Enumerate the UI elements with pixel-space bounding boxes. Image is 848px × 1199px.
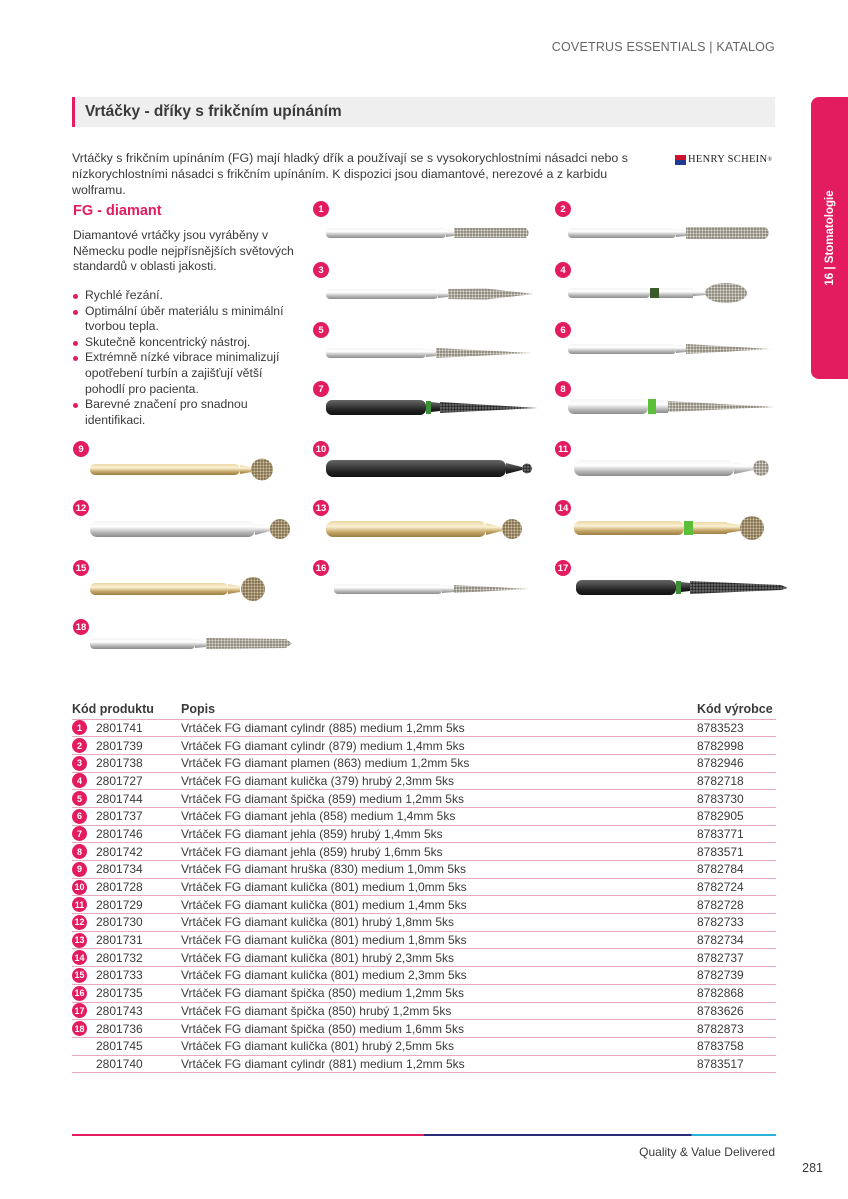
feature-item: Optimální úběr materiálu s minimální tvorbou tepla.	[73, 304, 303, 335]
product-code: 2801728	[96, 880, 143, 895]
bur-image-ball-801-1-8-coarse	[90, 516, 295, 542]
table-row	[72, 1002, 776, 1020]
table-row	[72, 967, 776, 985]
table-row	[72, 737, 776, 755]
figure-number-badge: 17	[555, 560, 571, 576]
product-code: 2801735	[96, 986, 143, 1001]
intro-paragraph: Vrtáčky s frikčním upínáním (FG) mají hladký dřík a používají se s vysokorychlostními násadci nebo s nízkorychlostními násadci s frikčním upínáním. K dispozici jsou diamantové, nerezové a z karbidu wolframu.	[72, 151, 628, 197]
manufacturer-code: 8782946	[697, 754, 776, 772]
table-row	[72, 807, 776, 825]
manufacturer-code: 8783626	[697, 1002, 776, 1020]
page-number: 281	[802, 1161, 823, 1175]
manufacturer-code: 8783517	[697, 1055, 776, 1073]
product-code: 2801730	[96, 915, 143, 930]
figure-number-badge: 2	[555, 201, 571, 217]
manufacturer-code: 8782718	[697, 772, 776, 790]
product-code: 2801745	[96, 1039, 143, 1054]
manufacturer-code: 8782733	[697, 914, 776, 932]
product-code-cell	[72, 878, 181, 896]
section-title-bar	[72, 97, 775, 127]
product-description: Vrtáček FG diamant plamen (863) medium 1,2mm 5ks	[181, 754, 697, 772]
row-number-badge: 15	[72, 968, 87, 983]
figure-number-badge: 12	[73, 500, 89, 516]
manufacturer-code: 8782873	[697, 1020, 776, 1038]
product-code-cell	[72, 1020, 181, 1038]
product-description: Vrtáček FG diamant kulička (801) hrubý 1,8mm 5ks	[181, 914, 697, 932]
product-code-cell	[72, 949, 181, 967]
product-description: Vrtáček FG diamant cylindr (885) medium 1,2mm 5ks	[181, 719, 697, 737]
bur-image-point-850-black	[576, 578, 791, 598]
product-description: Vrtáček FG diamant špička (850) hrubý 1,2mm 5ks	[181, 1002, 697, 1020]
row-number-badge: 17	[72, 1003, 87, 1018]
header-product-code: Kód produktu	[72, 701, 181, 719]
manufacturer-code: 8782724	[697, 878, 776, 896]
catalog-header: COVETRUS ESSENTIALS | KATALOG	[551, 40, 775, 54]
product-code: 2801740	[96, 1056, 143, 1071]
manufacturer-code: 8783730	[697, 790, 776, 808]
manufacturer-code: 8783758	[697, 1037, 776, 1055]
product-code: 2801739	[96, 738, 143, 753]
figure-number-badge: 13	[313, 500, 329, 516]
product-code: 2801734	[96, 862, 143, 877]
manufacturer-code: 8783523	[697, 719, 776, 737]
figure-number-badge: 11	[555, 441, 571, 457]
footer-tagline: Quality & Value Delivered	[639, 1145, 775, 1159]
product-description: Vrtáček FG diamant hruška (830) medium 1,0mm 5ks	[181, 861, 697, 879]
row-number-badge: 3	[72, 756, 87, 771]
bur-image-point-850-1-6	[90, 635, 295, 653]
product-code-cell	[72, 772, 181, 790]
product-code: 2801737	[96, 809, 143, 824]
table-row	[72, 896, 776, 914]
figure-number-badge: 6	[555, 322, 571, 338]
footer-divider	[72, 1134, 776, 1136]
product-code: 2801746	[96, 826, 143, 841]
row-number-badge: 4	[72, 773, 87, 788]
feature-item: Barevné značení pro snadnou identifikaci.	[73, 397, 303, 428]
bur-image-flame-863	[326, 286, 536, 302]
product-code-cell	[72, 737, 181, 755]
product-code: 2801729	[96, 897, 143, 912]
table-row	[72, 754, 776, 772]
bur-image-pear-830	[90, 457, 280, 481]
product-description: Vrtáček FG diamant špička (859) medium 1,2mm 5ks	[181, 790, 697, 808]
fg-diamond-title: FG - diamant	[73, 203, 162, 219]
chapter-tab-label: 16 | Stomatologie	[823, 190, 836, 286]
row-number-badge: 18	[72, 1021, 87, 1036]
table-row	[72, 949, 776, 967]
manufacturer-code: 8782998	[697, 737, 776, 755]
table-row	[72, 931, 776, 949]
bur-image-cylinder-879	[568, 225, 773, 241]
figure-number-badge: 14	[555, 500, 571, 516]
product-description: Vrtáček FG diamant jehla (858) medium 1,4mm 5ks	[181, 807, 697, 825]
header-description: Popis	[181, 701, 697, 719]
section-title: Vrtáčky - dříky s frikčním upínáním	[85, 103, 342, 120]
row-number-badge: 1	[72, 720, 87, 735]
figure-number-badge: 3	[313, 262, 329, 278]
product-description: Vrtáček FG diamant kulička (801) hrubý 2,3mm 5ks	[181, 949, 697, 967]
feature-item: Extrémně nízké vibrace minimalizují opotřebení turbín a zajišťují větší pohodlí pro pacienta.	[73, 350, 303, 397]
table-row	[72, 1037, 776, 1055]
row-number-badge	[72, 1056, 87, 1071]
product-description: Vrtáček FG diamant špička (850) medium 1,2mm 5ks	[181, 984, 697, 1002]
table-row	[72, 1020, 776, 1038]
feature-list	[73, 288, 303, 428]
product-table-body	[72, 719, 776, 1073]
product-code-cell	[72, 931, 181, 949]
product-code-cell	[72, 861, 181, 879]
product-description: Vrtáček FG diamant kulička (801) medium 1,0mm 5ks	[181, 878, 697, 896]
product-code: 2801731	[96, 933, 143, 948]
row-number-badge: 7	[72, 826, 87, 841]
product-description: Vrtáček FG diamant jehla (859) hrubý 1,6mm 5ks	[181, 843, 697, 861]
product-code: 2801736	[96, 1021, 143, 1036]
row-number-badge	[72, 1039, 87, 1054]
table-header-row	[72, 701, 776, 719]
table-row	[72, 984, 776, 1002]
product-table	[72, 701, 776, 1073]
figure-number-badge: 16	[313, 560, 329, 576]
product-description: Vrtáček FG diamant jehla (859) hrubý 1,4mm 5ks	[181, 825, 697, 843]
product-code-cell	[72, 754, 181, 772]
product-code-cell	[72, 790, 181, 808]
bur-image-point-859	[326, 345, 536, 361]
bur-image-ball-801-1-8-medium	[326, 516, 531, 542]
bur-image-cylinder-885	[326, 225, 531, 241]
table-row	[72, 825, 776, 843]
bur-image-ball-801-black	[326, 457, 541, 481]
product-code-cell	[72, 1055, 181, 1073]
product-code: 2801741	[96, 720, 143, 735]
product-code-cell	[72, 984, 181, 1002]
logo-registered-mark: ®	[767, 156, 773, 163]
figure-number-badge: 15	[73, 560, 89, 576]
figure-number-badge: 7	[313, 381, 329, 397]
manufacturer-code: 8782734	[697, 931, 776, 949]
figure-number-badge: 1	[313, 201, 329, 217]
product-code: 2801743	[96, 1003, 143, 1018]
product-code: 2801733	[96, 968, 143, 983]
bur-image-ball-801-2-3-coarse	[574, 514, 774, 542]
row-number-badge: 8	[72, 844, 87, 859]
figure-number-badge: 18	[73, 619, 89, 635]
bur-image-egg-379	[568, 282, 753, 304]
bur-image-ball-801-2-3-medium	[90, 575, 275, 603]
table-row	[72, 878, 776, 896]
manufacturer-code: 8782728	[697, 896, 776, 914]
fg-diamond-lead: Diamantové vrtáčky jsou vyráběny v Německu podle nejpřísnějších světových standardů v oblasti jakosti.	[73, 228, 294, 273]
product-code-cell	[72, 1037, 181, 1055]
manufacturer-code: 8782905	[697, 807, 776, 825]
row-number-badge: 14	[72, 950, 87, 965]
row-number-badge: 2	[72, 738, 87, 753]
manufacturer-code: 8782784	[697, 861, 776, 879]
product-code-cell	[72, 967, 181, 985]
product-description: Vrtáček FG diamant kulička (379) hrubý 2,3mm 5ks	[181, 772, 697, 790]
manufacturer-code: 8782737	[697, 949, 776, 967]
feature-item: Skutečně koncentrický nástroj.	[73, 335, 303, 351]
henry-schein-logo	[675, 154, 772, 165]
row-number-badge: 6	[72, 809, 87, 824]
bur-image-needle-859-green	[568, 397, 778, 417]
figure-number-badge: 10	[313, 441, 329, 457]
bur-image-ball-801-1-4	[574, 455, 774, 481]
manufacturer-code: 8782739	[697, 967, 776, 985]
table-row	[72, 861, 776, 879]
header-manufacturer-code: Kód výrobce	[697, 701, 776, 719]
product-code: 2801738	[96, 756, 143, 771]
row-number-badge: 11	[72, 897, 87, 912]
table-row	[72, 790, 776, 808]
chapter-tab	[811, 97, 848, 379]
table-row	[72, 1055, 776, 1073]
table-row	[72, 772, 776, 790]
logo-text: HENRY SCHEIN	[688, 154, 768, 165]
product-description: Vrtáček FG diamant cylindr (879) medium 1,4mm 5ks	[181, 737, 697, 755]
product-code-cell	[72, 719, 181, 737]
logo-mark-icon	[675, 155, 686, 165]
bur-image-point-850-medium	[334, 581, 534, 597]
product-code: 2801742	[96, 844, 143, 859]
product-description: Vrtáček FG diamant špička (850) medium 1,6mm 5ks	[181, 1020, 697, 1038]
manufacturer-code: 8783771	[697, 825, 776, 843]
figure-number-badge: 9	[73, 441, 89, 457]
product-description: Vrtáček FG diamant kulička (801) hrubý 2,5mm 5ks	[181, 1037, 697, 1055]
figure-number-badge: 4	[555, 262, 571, 278]
figure-number-badge: 8	[555, 381, 571, 397]
manufacturer-code: 8782868	[697, 984, 776, 1002]
product-code-cell	[72, 914, 181, 932]
product-code: 2801727	[96, 773, 143, 788]
row-number-badge: 10	[72, 880, 87, 895]
row-number-badge: 16	[72, 986, 87, 1001]
product-code-cell	[72, 1002, 181, 1020]
table-row	[72, 843, 776, 861]
row-number-badge: 9	[72, 862, 87, 877]
product-code: 2801732	[96, 950, 143, 965]
manufacturer-code: 8783571	[697, 843, 776, 861]
product-code: 2801744	[96, 791, 143, 806]
row-number-badge: 13	[72, 933, 87, 948]
product-description: Vrtáček FG diamant cylindr (881) medium 1,2mm 5ks	[181, 1055, 697, 1073]
table-row	[72, 914, 776, 932]
product-description: Vrtáček FG diamant kulička (801) medium 1,4mm 5ks	[181, 896, 697, 914]
product-description: Vrtáček FG diamant kulička (801) medium 1,8mm 5ks	[181, 931, 697, 949]
bur-image-needle-858	[568, 341, 773, 357]
product-code-cell	[72, 843, 181, 861]
feature-item: Rychlé řezání.	[73, 288, 303, 304]
figure-number-badge: 5	[313, 322, 329, 338]
row-number-badge: 12	[72, 915, 87, 930]
product-code-cell	[72, 825, 181, 843]
product-code-cell	[72, 896, 181, 914]
product-description: Vrtáček FG diamant kulička (801) medium 2,3mm 5ks	[181, 967, 697, 985]
row-number-badge: 5	[72, 791, 87, 806]
bur-image-needle-859-black	[326, 398, 541, 418]
product-code-cell	[72, 807, 181, 825]
table-row	[72, 719, 776, 737]
